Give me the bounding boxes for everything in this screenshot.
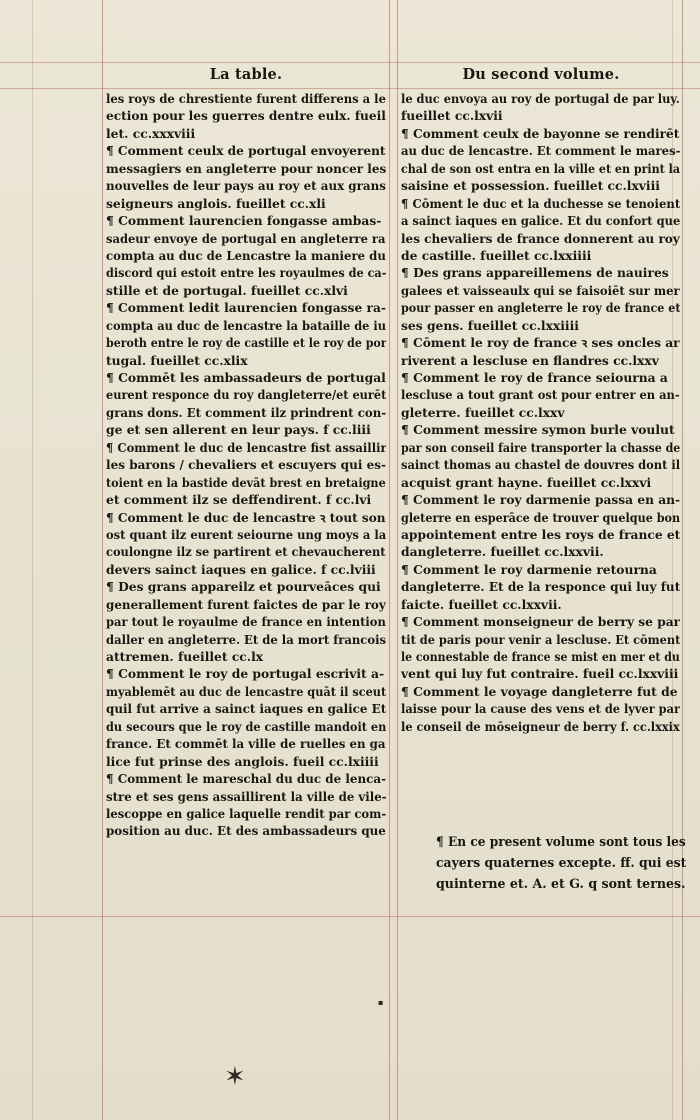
text-line: saisine et possession. fueillet cc.lxviii: [401, 178, 660, 194]
text-line: ¶ Comment le duc de lencastre fist assaillir: [106, 439, 387, 455]
text-line: appointement entre les roys de france et: [401, 526, 680, 542]
text-line: ¶ Comment le roy darmenie passa en an-: [401, 492, 681, 508]
text-line: myablemēt au duc de lencastre quāt il sceut: [106, 683, 386, 699]
column-rule-center-left: [389, 0, 390, 1120]
text-line: let. cc.xxxviii: [106, 125, 196, 141]
text-line: chal de son ost entra en la ville et en print la: [401, 160, 680, 176]
text-line: vent qui luy fut contraire. fueil cc.lxxviii: [401, 666, 679, 682]
text-line: le duc envoya au roy de portugal de par luy.: [401, 91, 680, 106]
colophon-line: ¶ En ce present volume sont tous les: [436, 835, 686, 850]
text-line: nouvelles de leur pays au roy et aux grans: [106, 178, 386, 194]
text-line: au duc de lencastre. Et comment le mares-: [401, 143, 681, 159]
text-line: les barons / chevaliers et escuyers qui es-: [106, 457, 386, 473]
text-line: et comment ilz se deffendirent. f cc.lvi: [106, 492, 372, 508]
text-line: ¶ Comment messire symon burle voulut: [401, 422, 675, 438]
text-line: quil fut arrive a sainct iaques en galice Et: [106, 701, 387, 717]
text-line: seigneurs anglois. fueillet cc.xli: [106, 195, 326, 211]
text-line: ection pour les guerres dentre eulx. fueil: [106, 108, 386, 124]
text-line: coulongne ilz se partirent et chevaucherent: [106, 544, 386, 560]
header-rule-top: [0, 62, 700, 63]
ink-blot: ✶: [224, 1062, 246, 1092]
text-line: messagiers en angleterre pour noncer les: [106, 160, 387, 176]
text-line: le conseil de mōseigneur de berry f. cc.lxxix: [401, 718, 680, 734]
text-line: tit de paris pour venir a lescluse. Et cōment: [401, 631, 681, 647]
text-line: ost quant ilz eurent seiourne ung moys a la: [106, 526, 386, 542]
text-line: ¶ Comment monseigneur de berry se par: [401, 614, 681, 630]
text-line: ¶ Cōment le roy de france ꝛ ses oncles ar: [401, 335, 680, 351]
text-line: dangleterre. Et de la responce qui luy fut: [401, 579, 680, 595]
text-line: fueillet cc.lxvii: [401, 108, 503, 124]
colophon-line: cayers quaternes excepte. ff. qui est: [436, 856, 687, 871]
text-line: eurent responce du roy dangleterre/et eurēt: [106, 387, 386, 403]
text-line: les roys de chrestiente furent differens a le: [106, 91, 386, 106]
text-line: devers sainct iaques en galice. f cc.lviii: [106, 561, 376, 577]
text-line: acquist grant hayne. fueillet cc.lxxvi: [401, 474, 652, 490]
text-line: ¶ Comment le mareschal du duc de lenca-: [106, 771, 387, 787]
text-line: generallement furent faictes de par le roy: [106, 596, 386, 612]
text-line: par tout le royaulme de france en intention: [106, 614, 386, 630]
colophon-line: quinterne et. A. et G. q sont ternes.: [436, 877, 686, 892]
text-line: compta au duc de lencastre la bataille de iu: [106, 317, 386, 333]
text-line: daller en angleterre. Et de la mort francois: [106, 631, 387, 647]
text-line: ¶ Commēt les ambassadeurs de portugal: [106, 370, 386, 385]
text-line: de castille. fueillet cc.lxxiiii: [401, 247, 592, 263]
ink-speck: ▪: [378, 998, 384, 1007]
text-line: sadeur envoye de portugal en angleterre ra: [106, 230, 386, 246]
text-line: ¶ Comment ceulx de bayonne se rendirēt: [401, 125, 680, 141]
text-line: ¶ Comment ledit laurencien fongasse ra-: [106, 300, 386, 316]
text-line: france. Et commēt la ville de ruelles en ga: [106, 736, 386, 752]
text-line: lescluse a tout grant ost pour entrer en an-: [401, 387, 680, 403]
text-line: ¶ Comment le roy darmenie retourna: [401, 561, 657, 577]
text-line: gleterre. fueillet cc.lxxv: [401, 404, 565, 420]
text-line: laisse pour la cause des vens et de lyver par: [401, 701, 680, 717]
running-head-right: Du second volume.: [462, 66, 620, 83]
text-line: ¶ Comment le roy de france seiourna a: [401, 370, 668, 385]
text-line: lescoppe en galice laquelle rendit par com-: [106, 805, 387, 821]
text-line: ¶ Comment le voyage dangleterre fut de: [401, 683, 678, 699]
margin-rule-left: [102, 0, 103, 1120]
text-line: ¶ Des grans appareilz et pourveāces qui: [106, 579, 381, 595]
text-line: ¶ Comment ceulx de portugal envoyerent: [106, 143, 386, 159]
outer-rule-left: [32, 0, 33, 1120]
left-text-column: [106, 90, 386, 840]
text-line: dangleterre. fueillet cc.lxxvii.: [401, 544, 604, 560]
text-line: par son conseil faire transporter la chasse de: [401, 439, 680, 455]
colophon: [436, 832, 686, 895]
text-line: ¶ Cōment le duc et la duchesse se tenoient: [401, 195, 681, 211]
margin-rule-right: [682, 0, 683, 1120]
text-line: tugal. fueillet cc.xlix: [106, 352, 248, 368]
text-line: ¶ Des grans appareillemens de nauires: [401, 265, 669, 281]
column-rule-center-right: [397, 0, 398, 1120]
text-line: pour passer en angleterre le roy de france et: [401, 300, 681, 316]
text-line: gleterre en esperāce de trouver quelque bon: [401, 509, 681, 525]
text-line: beroth entre le roy de castille et le roy de por: [106, 335, 387, 351]
text-line: discord qui estoit entre les royaulmes de ca-: [106, 265, 386, 281]
text-line: du secours que le roy de castille mandoit en: [106, 718, 386, 734]
text-line: ses gens. fueillet cc.lxxiiii: [401, 317, 579, 333]
text-line: attremen. fueillet cc.lx: [106, 649, 264, 664]
text-block-rule-bottom: [0, 916, 700, 917]
text-line: ge et sen allerent en leur pays. f cc.liii: [106, 422, 371, 438]
header-rule-bottom: [0, 88, 700, 89]
text-line: ¶ Comment laurencien fongasse ambas-: [106, 213, 382, 229]
text-line: grans dons. Et comment ilz prindrent con-: [106, 404, 387, 420]
text-line: riverent a lescluse en flandres cc.lxxv: [401, 352, 659, 368]
text-line: ¶ Comment le roy de portugal escrivit a-: [106, 666, 385, 682]
text-line: toient en la bastide devāt brest en bretaigne: [106, 474, 386, 490]
text-line: a sainct iaques en galice. Et du confort que: [401, 213, 680, 229]
text-line: le connestable de france se mist en mer et du: [401, 649, 680, 664]
text-line: sainct thomas au chastel de douvres dont il: [401, 457, 680, 473]
text-line: compta au duc de Lencastre la maniere du: [106, 247, 386, 263]
text-line: ¶ Comment le duc de lencastre ꝛ tout son: [106, 509, 386, 525]
text-line: stille et de portugal. fueillet cc.xlvi: [106, 282, 348, 298]
text-line: position au duc. Et des ambassadeurs que: [106, 823, 386, 839]
text-line: faicte. fueillet cc.lxxvii.: [401, 596, 562, 612]
text-line: les chevaliers de france donnerent au roy: [401, 230, 680, 246]
right-text-column: [401, 90, 680, 735]
text-line: galees et vaisseaulx qui se faisoiēt sur mer: [401, 282, 680, 298]
text-line: stre et ses gens assaillirent la ville de vile-: [106, 788, 387, 804]
running-head-left: La table.: [209, 66, 283, 83]
text-line: lice fut prinse des anglois. fueil cc.lxiiii: [106, 753, 379, 769]
